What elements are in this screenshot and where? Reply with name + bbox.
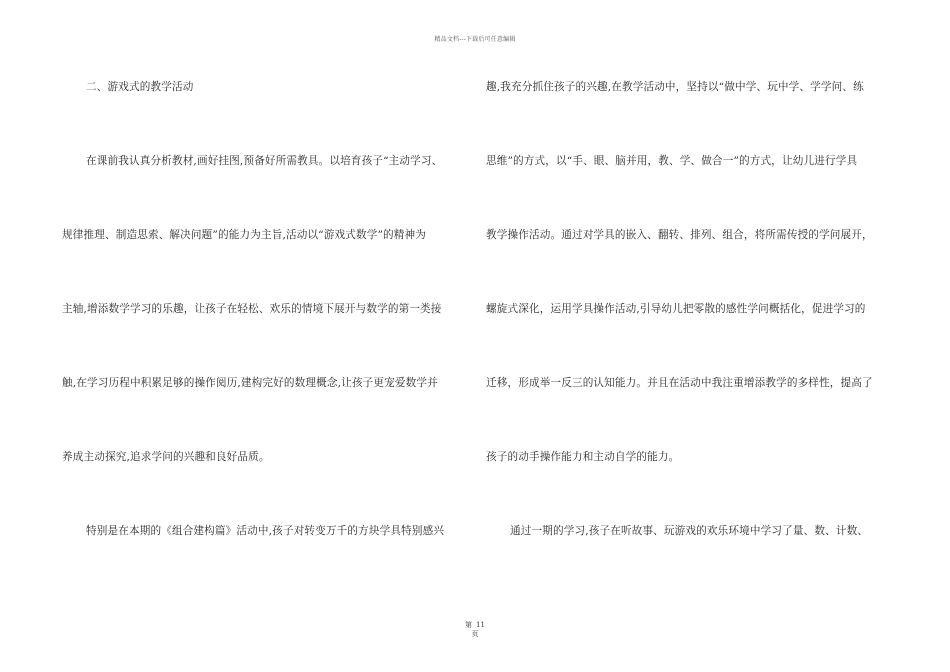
paragraph-line: 螺旋式深化，运用学具操作活动,引导幼儿把零散的感性学问概括化，促进学习的 bbox=[486, 303, 866, 315]
left-column bbox=[62, 80, 470, 598]
paragraph-line: 特别是在本期的《组合建构篇》活动中,孩子对转变万千的方块学具特别感兴 bbox=[86, 525, 445, 537]
page-footer bbox=[0, 621, 950, 639]
paragraph-line: 养成主动探究,追求学问的兴趣和良好品质。 bbox=[62, 451, 270, 463]
paragraph-line: 趣,我充分抓住孩子的兴趣,在教学活动中，坚持以“做中学、玩中学、学学问、练 bbox=[486, 81, 864, 93]
page-number: 11 bbox=[476, 621, 485, 629]
right-column bbox=[486, 80, 890, 598]
paragraph-line: 主轴,增添数学学习的乐趣，让孩子在轻松、欢乐的情境下展开与数学的第一类接 bbox=[62, 303, 442, 315]
paragraph-line: 迁移，形成举一反三的认知能力。并且在活动中我注重增添教学的多样性，提高了 bbox=[486, 377, 873, 389]
paragraph-line: 通过一期的学习,孩子在听故事、玩游戏的欢乐环境中学习了量、数、计数、 bbox=[510, 525, 869, 537]
paragraph-line: 规律推理、制造思索、解决问题”的能力为主旨,活动以“游戏式数学”的精神为 bbox=[62, 229, 427, 241]
paragraph-line: 在课前我认真分析教材,画好挂图,预备好所需教具。以培育孩子“主动学习、 bbox=[86, 155, 443, 167]
page-label-bottom: 页 bbox=[471, 630, 479, 638]
paragraph-line: 思维”的方式，以“手、眼、脑并用，教、学、做合一”的方式，让幼儿进行学具 bbox=[486, 155, 858, 167]
section-heading: 二、游戏式的教学活动 bbox=[86, 81, 194, 93]
paragraph-line: 孩子的动手操作能力和主动自学的能力。 bbox=[486, 451, 680, 463]
page-label-top: 第 bbox=[465, 621, 473, 629]
paragraph-line: 教学操作活动。通过对学具的嵌入、翻转、排列、组合，将所需传授的学问展开， bbox=[486, 229, 873, 241]
paragraph-line: 触,在学习历程中积累足够的操作阅历,建构完好的数理概念,让孩子更宠爱数学并 bbox=[62, 377, 438, 389]
header-note: 精品文档---下载后可任意编辑 bbox=[434, 36, 516, 43]
